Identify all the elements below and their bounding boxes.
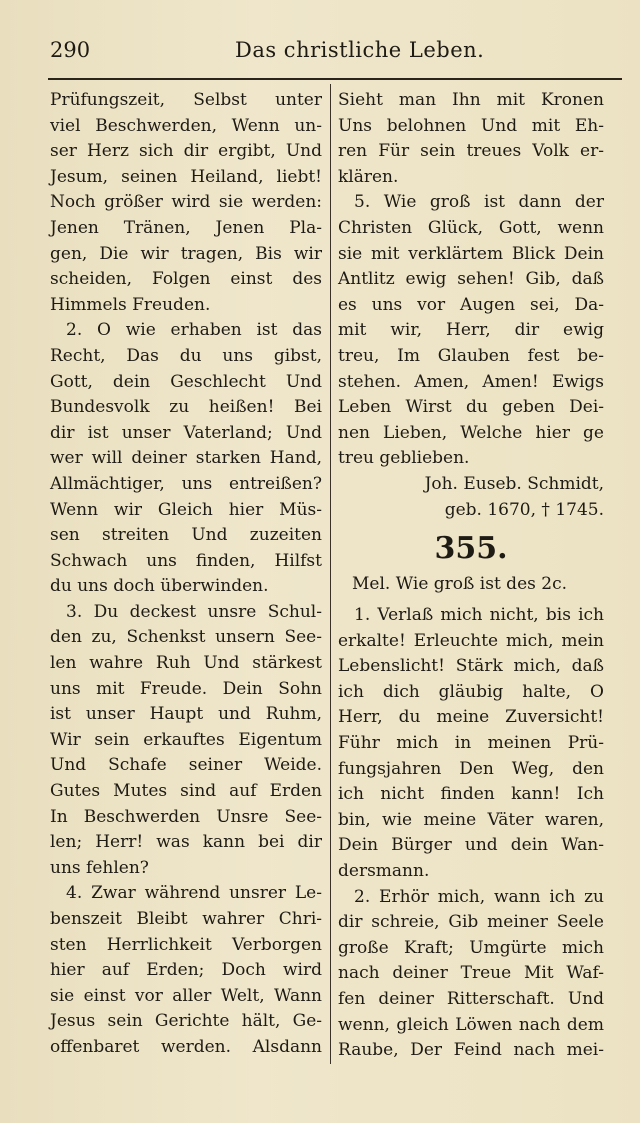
- text-line: fen deiner Ritterschaft. Und: [338, 989, 604, 1009]
- attribution-author: Joh. Euseb. Schmidt,: [424, 473, 604, 494]
- text-line: 2. O wie erhaben ist das: [66, 320, 322, 341]
- right-column: [338, 88, 604, 1064]
- text-line: Wir sein erkauftes Eigentum: [50, 729, 322, 750]
- left-column: [50, 88, 322, 1061]
- text-line: Prüfungszeit, Selbst unter: [50, 90, 322, 110]
- text-line: Schwach uns finden, Hilfst: [50, 550, 322, 571]
- text-line: Gott, dein Geschlecht Und: [50, 371, 322, 392]
- text-line: Jesus sein Gerichte hält, Ge-: [50, 1011, 322, 1032]
- text-line: Allmächtiger, uns entreißen?: [50, 473, 322, 494]
- text-line: Himmels Freuden.: [50, 294, 211, 315]
- hymn-number: 355.: [434, 531, 508, 567]
- text-line: uns mit Freude. Dein Sohn: [50, 678, 322, 699]
- text-line: gen, Die wir tragen, Bis wir: [50, 243, 322, 264]
- text-line: Christen Glück, Gott, wenn: [338, 217, 604, 238]
- text-line: den zu, Schenkst unsern See-: [50, 627, 322, 648]
- text-line: klären.: [338, 166, 399, 187]
- hymn-355-text: [338, 603, 604, 1064]
- text-line: erkalte! Erleuchte mich, mein: [338, 630, 604, 651]
- column-divider: [330, 84, 331, 1064]
- text-line: fungsjahren Den Weg, den: [338, 758, 604, 779]
- text-line: Herr, du meine Zuversicht!: [338, 707, 604, 728]
- text-line: mit wir, Herr, dir ewig: [338, 320, 604, 341]
- text-line: hier auf Erden; Doch wird: [50, 960, 322, 981]
- text-line: Lebenslicht! Stärk mich, daß: [338, 656, 604, 677]
- text-line: Recht, Das du uns gibst,: [50, 345, 322, 366]
- text-line: stehen. Amen, Amen! Ewigs: [338, 371, 604, 392]
- attribution-dates: geb. 1670, † 1745.: [444, 499, 604, 520]
- running-title: Das christliche Leben.: [235, 38, 485, 62]
- text-line: 3. Du deckest unsre Schul-: [66, 601, 322, 622]
- text-line: len; Herr! was kann bei dir: [50, 832, 322, 853]
- text-line: sie mit verklärtem Blick Dein: [338, 243, 604, 264]
- text-line: nach deiner Treue Mit Waf-: [338, 963, 604, 984]
- melody-line: Mel. Wie groß ist des 2c.: [352, 574, 567, 595]
- text-line: Raube, Der Feind nach mei-: [338, 1040, 604, 1061]
- text-line: Sieht man Ihn mit Kronen: [338, 90, 604, 110]
- text-line: offenbaret werden. Alsdann: [50, 1036, 322, 1057]
- text-line: treu, Im Glauben fest be-: [338, 345, 604, 366]
- text-line: Dein Bürger und dein Wan-: [338, 835, 604, 856]
- text-line: ich nicht finden kann! Ich: [338, 784, 604, 805]
- text-line: dir schreie, Gib meiner Seele: [338, 912, 604, 933]
- hymn-354-continuation: [338, 88, 604, 472]
- text-line: bin, wie meine Väter waren,: [338, 809, 604, 830]
- text-line: ich dich gläubig halte, O: [338, 681, 604, 702]
- text-line: 2. Erhör mich, wann ich zu: [354, 886, 604, 907]
- text-line: len wahre Ruh Und stärkest: [50, 653, 322, 674]
- text-line: wenn, gleich Löwen nach dem: [338, 1014, 604, 1035]
- text-line: Jesum, seinen Heiland, liebt!: [50, 166, 322, 187]
- text-line: sen streiten Und zuzeiten: [50, 525, 322, 546]
- text-line: Noch größer wird sie werden:: [50, 192, 322, 213]
- text-line: benszeit Bleibt wahrer Chri-: [50, 909, 322, 929]
- text-line: Und Schafe seiner Weide.: [50, 755, 322, 776]
- text-line: uns fehlen?: [50, 857, 149, 878]
- text-line: du uns doch überwinden.: [50, 576, 269, 597]
- text-line: dersmann.: [338, 861, 430, 882]
- text-line: ist unser Haupt und Ruhm,: [50, 704, 322, 725]
- text-line: Leben Wirst du geben Dei-: [338, 397, 604, 418]
- text-line: dir ist unser Vaterland; Und: [50, 422, 322, 443]
- page-number: 290: [50, 38, 91, 62]
- text-line: 1. Verlaß mich nicht, bis ich: [354, 605, 604, 626]
- text-line: sie einst vor aller Welt, Wann: [50, 985, 322, 1006]
- text-line: scheiden, Folgen einst des: [50, 269, 322, 290]
- text-line: In Beschwerden Unsre See-: [50, 806, 322, 827]
- text-line: viel Beschwerden, Wenn un-: [50, 115, 322, 136]
- text-line: Uns belohnen Und mit Eh-: [338, 115, 604, 136]
- text-line: ser Herz sich dir ergibt, Und: [50, 141, 322, 162]
- text-line: Antlitz ewig sehen! Gib, daß: [338, 269, 604, 290]
- header-rule: [48, 78, 622, 80]
- text-line: Jenen Tränen, Jenen Pla-: [50, 217, 322, 238]
- text-line: es uns vor Augen sei, Da-: [338, 294, 604, 315]
- text-line: 5. Wie groß ist dann der: [354, 192, 604, 213]
- page-header: [50, 38, 620, 68]
- text-line: 4. Zwar während unsrer Le-: [66, 883, 322, 904]
- text-line: große Kraft; Umgürte mich: [338, 937, 604, 958]
- text-line: Bundesvolk zu heißen! Bei: [50, 397, 322, 418]
- text-line: ren Für sein treues Volk er-: [338, 141, 604, 162]
- text-line: treu geblieben.: [338, 448, 470, 469]
- text-line: Führ mich in meinen Prü-: [338, 733, 604, 754]
- text-line: Wenn wir Gleich hier Müs-: [50, 499, 322, 520]
- text-line: sten Herrlichkeit Verborgen: [50, 934, 322, 955]
- text-line: wer will deiner starken Hand,: [50, 448, 322, 469]
- text-line: nen Lieben, Welche hier ge: [338, 422, 604, 443]
- text-line: Gutes Mutes sind auf Erden: [50, 781, 322, 802]
